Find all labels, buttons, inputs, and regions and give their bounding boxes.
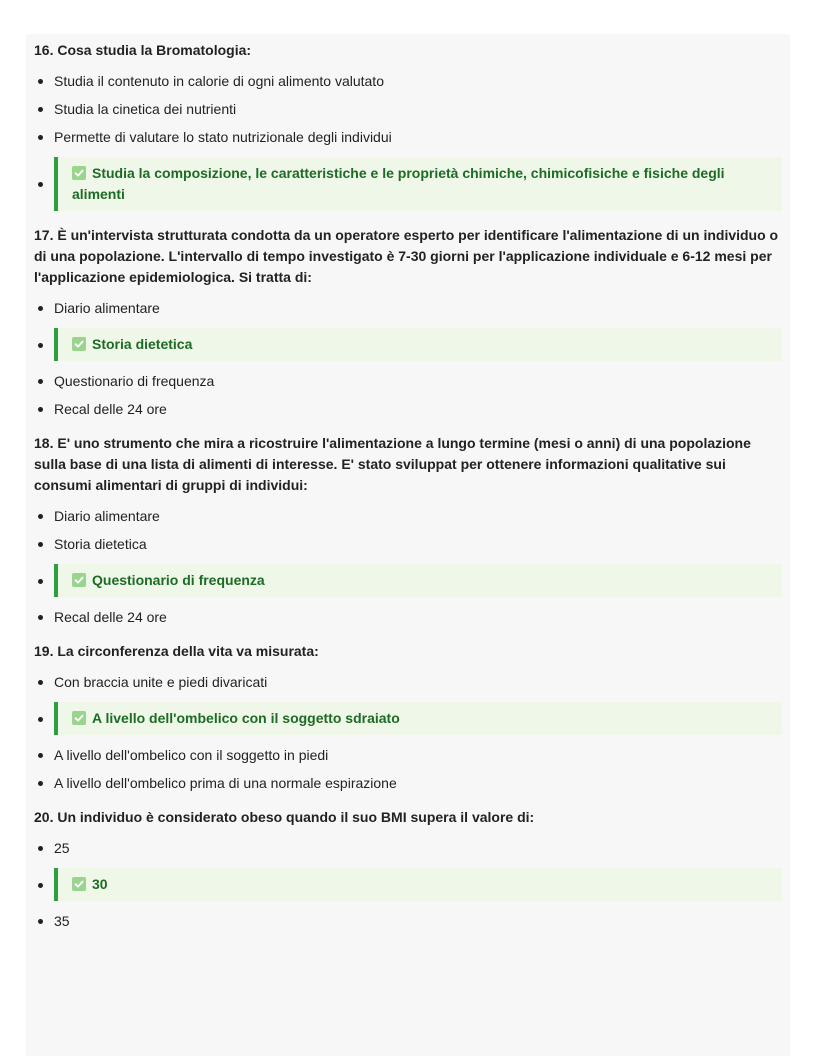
answer-option xyxy=(34,127,782,147)
answer-option xyxy=(34,773,782,793)
correct-answer-highlight xyxy=(54,564,782,597)
answer-option xyxy=(34,607,782,627)
answer-option xyxy=(34,506,782,526)
answer-list xyxy=(34,838,782,931)
correct-answer-option xyxy=(34,702,782,735)
answer-option xyxy=(34,298,782,318)
answer-text: Con braccia unite e piedi divaricati xyxy=(54,674,268,690)
question-text: 16. Cosa studia la Bromatologia: xyxy=(34,42,252,58)
answer-option xyxy=(34,371,782,391)
question-text: 17. È un'intervista strutturata condotta da un operatore esperto per identificare l'alimentazione di un individuo o di una popolazione. L'intervallo di tempo investigato è 7-30 giorni per l'applicazione individuale e 6-12 mesi per l'applicazione epidemiologica. Si tratta di: xyxy=(34,227,779,285)
correct-answer-option xyxy=(34,868,782,901)
question-text: 20. Un individuo è considerato obeso quando il suo BMI supera il valore di: xyxy=(34,809,535,825)
check-box-icon xyxy=(72,337,86,351)
question-text: 18. E' uno strumento che mira a ricostruire l'alimentazione a lungo termine (mesi o anni) di una popolazione sulla base di una lista di alimenti di interesse. E' stato sviluppat per ottenere informazioni qualitative sui consumi alimentari di gruppi di individui: xyxy=(34,435,751,493)
correct-answer-highlight xyxy=(54,157,782,211)
answer-text: Studia la composizione, le caratteristiche e le proprietà chimiche, chimicofisiche e fisiche degli alimenti xyxy=(72,165,725,202)
answer-text: Storia dietetica xyxy=(54,536,147,552)
answer-option xyxy=(34,399,782,419)
answer-list xyxy=(34,71,782,211)
correct-answer-highlight xyxy=(54,702,782,735)
answer-option xyxy=(34,672,782,692)
answer-text: 30 xyxy=(92,876,108,892)
answer-text: Diario alimentare xyxy=(54,300,160,316)
answer-option xyxy=(34,99,782,119)
answer-option xyxy=(34,71,782,91)
quiz-sheet xyxy=(26,34,790,1056)
answer-text: Storia dietetica xyxy=(92,336,193,352)
check-box-icon xyxy=(72,166,86,180)
answer-option xyxy=(34,838,782,858)
answer-text: Studia il contenuto in calorie di ogni alimento valutato xyxy=(54,73,384,89)
answer-text: A livello dell'ombelico con il soggetto in piedi xyxy=(54,747,329,763)
answer-text: 25 xyxy=(54,840,70,856)
question-text: 19. La circonferenza della vita va misurata: xyxy=(34,643,319,659)
answer-text: Recal delle 24 ore xyxy=(54,609,167,625)
question-block xyxy=(34,433,782,627)
correct-answer-option xyxy=(34,564,782,597)
answer-option xyxy=(34,534,782,554)
answer-option xyxy=(34,911,782,931)
answer-text: Studia la cinetica dei nutrienti xyxy=(54,101,237,117)
answer-text: A livello dell'ombelico prima di una normale espirazione xyxy=(54,775,397,791)
answer-list xyxy=(34,672,782,793)
answer-text: A livello dell'ombelico con il soggetto sdraiato xyxy=(92,710,400,726)
correct-answer-option xyxy=(34,328,782,361)
answer-list xyxy=(34,298,782,419)
check-box-icon xyxy=(72,711,86,725)
question-block xyxy=(34,225,782,419)
correct-answer-highlight xyxy=(54,868,782,901)
answer-text: Questionario di frequenza xyxy=(54,373,215,389)
check-box-icon xyxy=(72,877,86,891)
answer-text: 35 xyxy=(54,913,70,929)
answer-text: Permette di valutare lo stato nutrizionale degli individui xyxy=(54,129,392,145)
answer-text: Recal delle 24 ore xyxy=(54,401,167,417)
correct-answer-option xyxy=(34,157,782,211)
answer-text: Questionario di frequenza xyxy=(92,572,265,588)
question-block xyxy=(34,40,782,211)
answer-text: Diario alimentare xyxy=(54,508,160,524)
answer-option xyxy=(34,745,782,765)
check-box-icon xyxy=(72,573,86,587)
question-block xyxy=(34,641,782,793)
correct-answer-highlight xyxy=(54,328,782,361)
answer-list xyxy=(34,506,782,627)
question-block xyxy=(34,807,782,931)
